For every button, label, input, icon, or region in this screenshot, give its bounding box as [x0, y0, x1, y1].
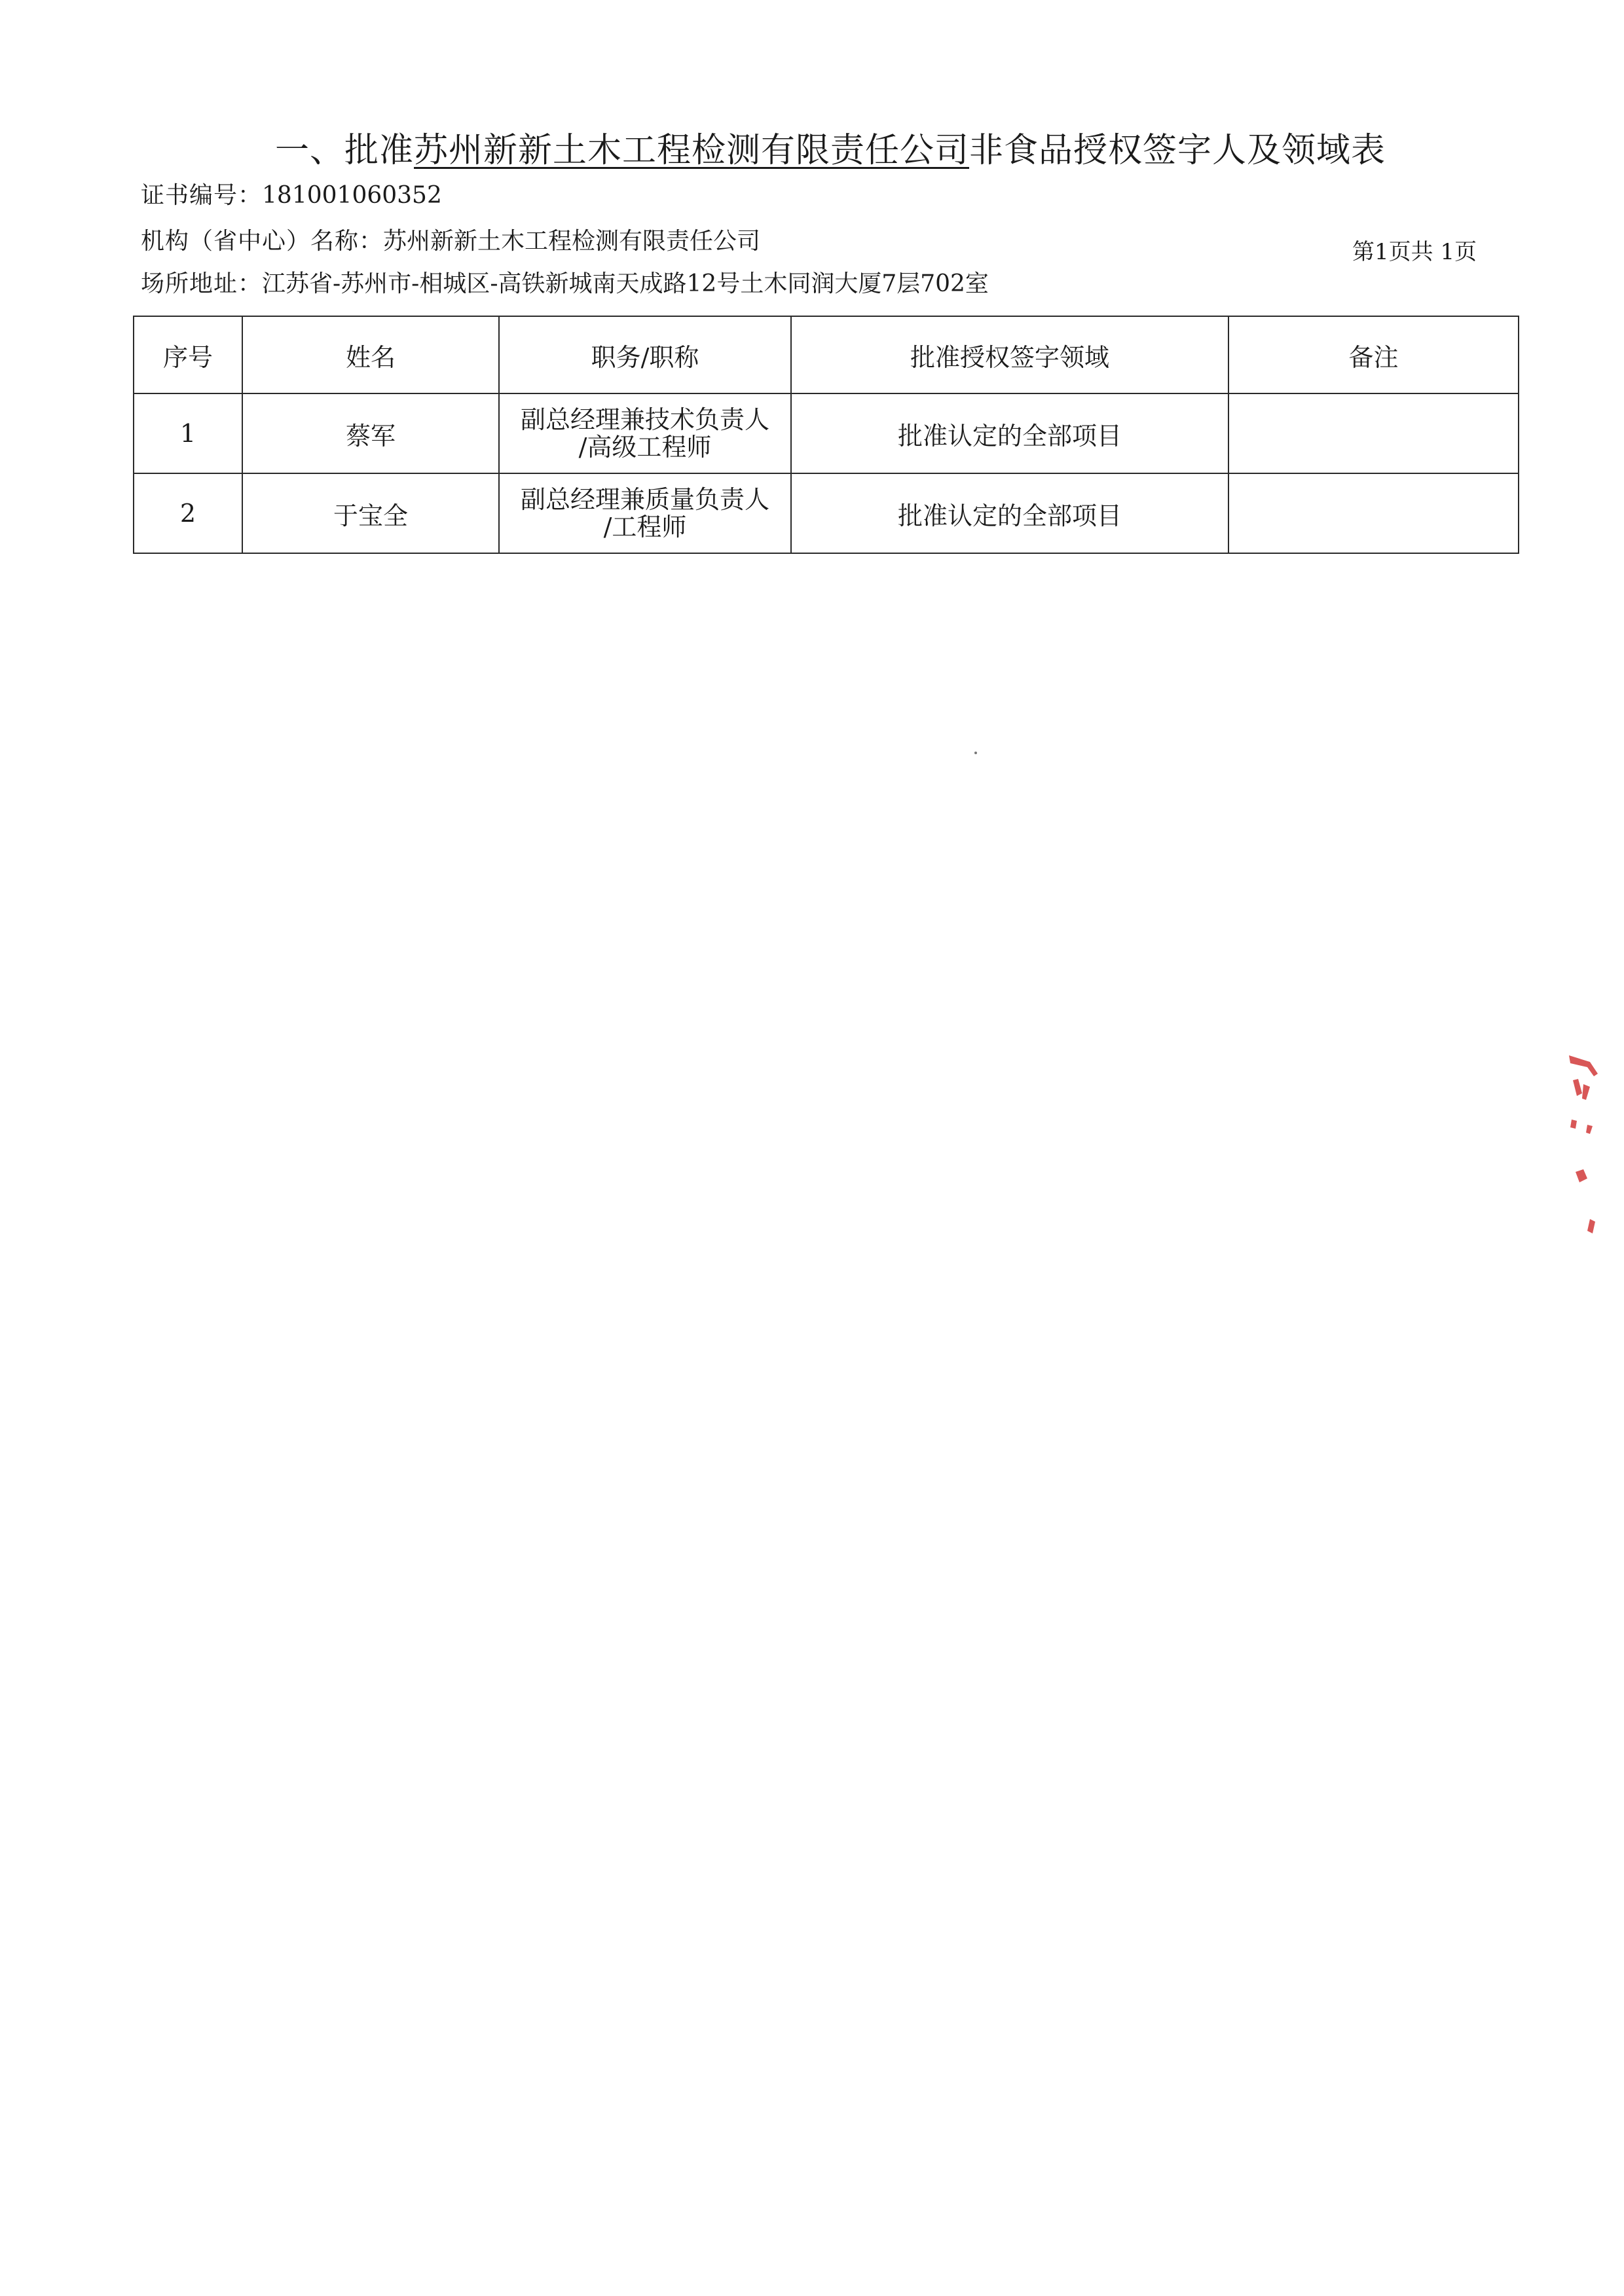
seal-stamp-fragment	[1564, 1048, 1603, 1244]
page-number: 第1页共 1页	[1352, 239, 1477, 265]
signatory-table	[133, 316, 1519, 554]
cell-authorized-scope: 批准认定的全部项目	[791, 393, 1228, 473]
cell-position-title	[499, 473, 791, 553]
title-org-name: 苏州新新土木工程检测有限责任公司	[414, 131, 970, 170]
cell-position-title	[499, 393, 791, 473]
table-row	[134, 473, 1519, 553]
cell-authorized-scope: 批准认定的全部项目	[791, 473, 1228, 553]
title-line: /高级工程师	[578, 433, 712, 462]
position-line: 副总经理兼质量负责人	[520, 485, 769, 514]
cell-remarks	[1228, 473, 1519, 553]
header-position-title: 职务/职称	[499, 316, 791, 393]
organization-name	[141, 226, 760, 257]
header-authorized-scope: 批准授权签字领域	[791, 316, 1228, 393]
scan-speck	[974, 752, 977, 754]
table-header-row	[134, 316, 1519, 393]
cell-name: 于宝全	[242, 473, 499, 553]
site-address-label: 场所地址：	[141, 270, 263, 297]
position-line: 副总经理兼技术负责人	[520, 405, 769, 434]
organization-name-value: 苏州新新土木工程检测有限责任公司	[383, 228, 761, 255]
cell-name: 蔡军	[242, 393, 499, 473]
header-serial-no: 序号	[134, 316, 242, 393]
site-address	[141, 268, 989, 300]
certificate-number-label: 证书编号：	[141, 182, 263, 209]
cell-remarks	[1228, 393, 1519, 473]
page-title	[275, 128, 1401, 173]
certificate-number	[141, 180, 442, 211]
organization-name-label: 机构（省中心）名称：	[141, 228, 384, 255]
certificate-number-value: 181001060352	[262, 182, 442, 209]
table-row	[134, 393, 1519, 473]
title-line: /工程师	[603, 513, 687, 541]
header-name: 姓名	[242, 316, 499, 393]
site-address-value: 江苏省-苏州市-相城区-高铁新城南天成路12号土木同润大厦7层702室	[262, 270, 989, 297]
cell-serial-no: 2	[134, 473, 242, 553]
cell-serial-no: 1	[134, 393, 242, 473]
header-remarks: 备注	[1228, 316, 1519, 393]
title-prefix: 一、批准	[275, 131, 415, 170]
title-suffix: 非食品授权签字人及领域表	[969, 131, 1386, 170]
